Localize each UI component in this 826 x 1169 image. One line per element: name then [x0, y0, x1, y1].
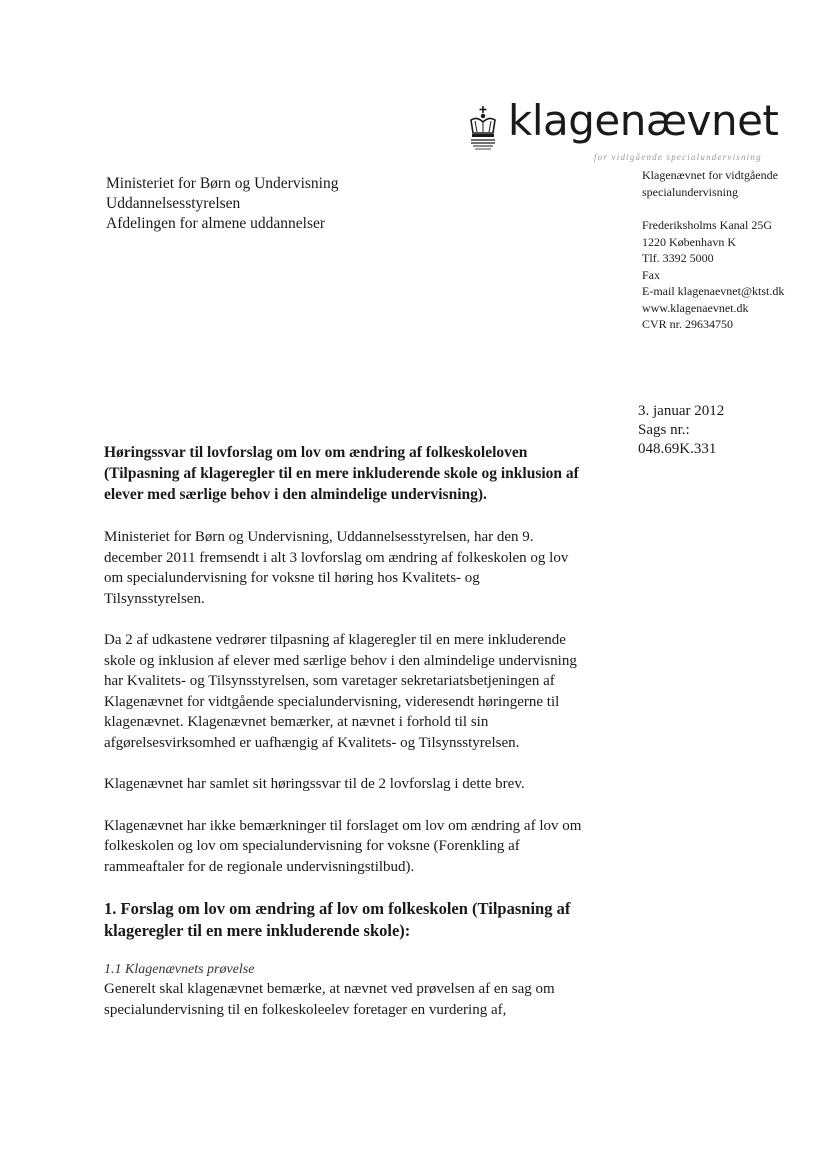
section-heading: 1. Forslag om lov om ændring af lov om folkeskolen (Tilpasning af klageregler til en mere inkluderende skole):: [104, 899, 571, 940]
sender-website: www.klagenaevnet.dk: [642, 300, 749, 315]
body-paragraph: Ministeriet for Børn og Undervisning, Uddannelsesstyrelsen, har den 9. december 2011 fremsendt i alt 3 lovforslag om ændring af folkeskolen og lov om specialundervisning for voksne til høring hos Kvalitets- og Tilsynsstyrelsen.: [104, 529, 569, 607]
case-number: 048.69K.331: [638, 441, 717, 457]
sender-phone: Tlf. 3392 5000: [642, 251, 714, 265]
letter-body: [104, 442, 582, 1020]
sender-email: E-mail klagenaevnet@ktst.dk: [642, 284, 785, 298]
body-paragraph: Klagenævnet har ikke bemærkninger til forslaget om lov om ændring af lov om folkeskolen og lov om specialundervisning for voksne (Forenkling af rammeaftaler for de regionale undervisningstilbud).: [104, 817, 582, 875]
sender-cvr: CVR nr. 29634750: [642, 317, 734, 331]
logo-wordmark: klagenævnet: [508, 96, 779, 145]
recipient-line: Uddannelsesstyrelsen: [106, 195, 241, 212]
klagenaevnet-logo: [468, 96, 779, 168]
body-paragraph: Klagenævnet har samlet sit høringssvar til de 2 lovforslag i dette brev.: [104, 776, 525, 792]
sender-fax: Fax: [642, 267, 660, 282]
sender-name: Klagenævnet for vidtgående: [642, 168, 778, 182]
sender-block: [642, 167, 784, 333]
crown-icon: [468, 106, 498, 152]
letter-subject: Høringssvar til lovforslag om lov om ændring af folkeskoleloven (Tilpasning af klageregler til en mere inkluderende skole og inklusion af elever med særlige behov i den almindelige undervisning).: [104, 444, 579, 503]
letter-meta: [638, 402, 724, 459]
body-paragraph: Da 2 af udkastene vedrører tilpasning af klageregler til en mere inkluderende skole og inklusion af elever med særlige behov i den almindelige undervisning har Kvalitets- og Tilsynsstyrelsen, som varetager sekretariatsbetjeningen af Klagenævnet for vidtgående specialundervisning, videresendt høringerne til klagenævnet. Klagenævnet bemærker, at nævnet i forhold til sin afgørelsesvirksomhed er uafhængig af Kvalitets- og Tilsynsstyrelsen.: [104, 632, 577, 751]
recipient-line: Ministeriet for Børn og Undervisning: [106, 175, 339, 192]
case-label: Sags nr.:: [638, 422, 690, 438]
body-paragraph: Generelt skal klagenævnet bemærke, at nævnet ved prøvelsen af en sag om specialundervisning til en folkeskoleelev foretager en vurdering af,: [104, 981, 555, 1018]
sub-heading: 1.1 Klagenævnets prøvelse: [104, 962, 255, 977]
recipient-line: Afdelingen for almene uddannelser: [106, 215, 326, 232]
sender-city: 1220 København K: [642, 234, 736, 249]
letter-date: 3. januar 2012: [638, 403, 725, 419]
sender-name: specialundervisning: [642, 184, 738, 199]
logo-tagline: for vidtgående specialundervisning: [594, 152, 762, 162]
recipient-address: [106, 174, 338, 234]
sender-street: Frederiksholms Kanal 25G: [642, 218, 772, 232]
